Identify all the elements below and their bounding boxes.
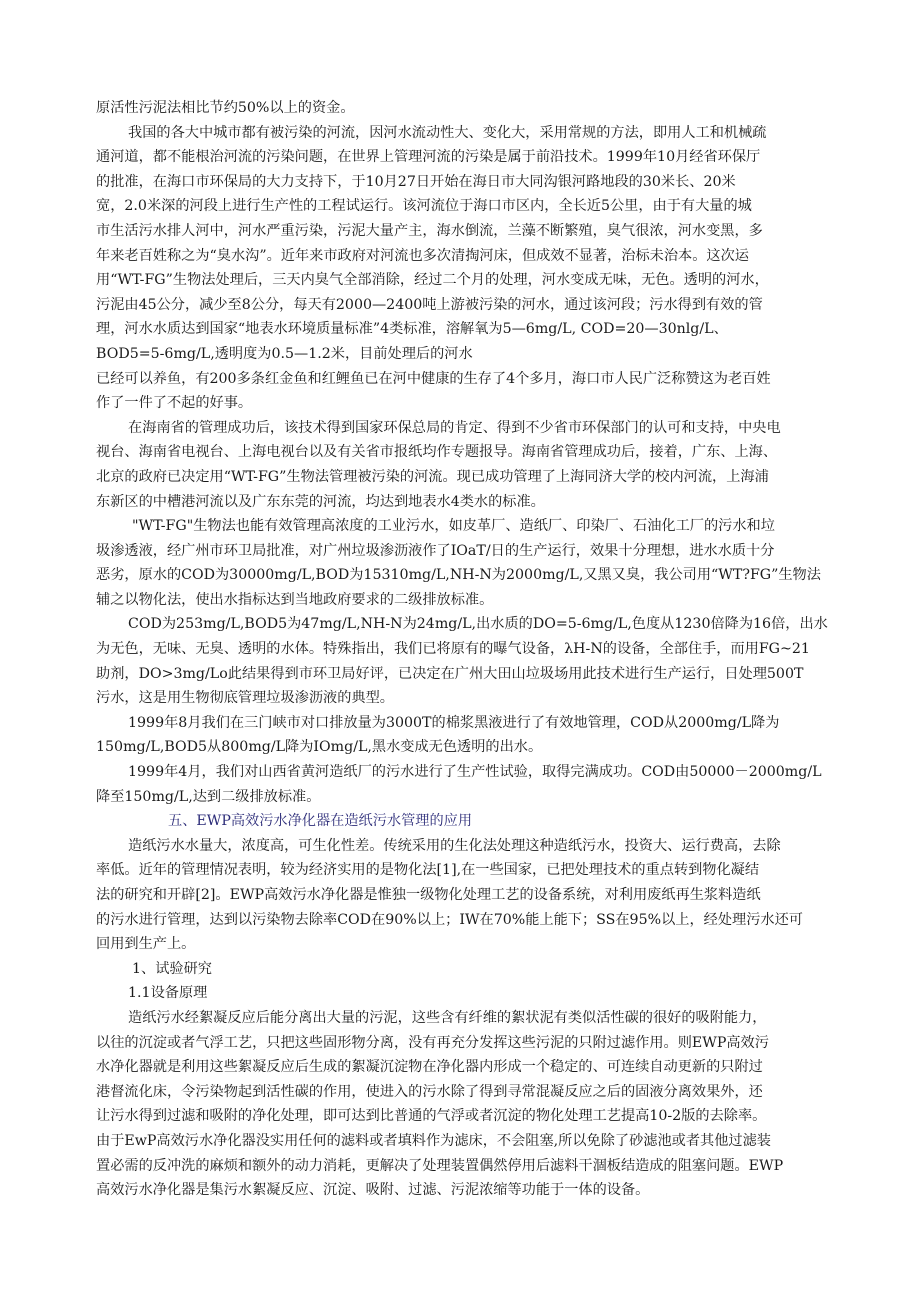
text-line: 降至150mg/L,达到二级排放标准。 bbox=[96, 788, 321, 805]
text-line: 让污水得到过滤和吸附的净化处理，即可达到比普通的气浮或者沉淀的物化处理工艺提高10-2版的去除率。 bbox=[96, 1108, 767, 1125]
text-line: 法的研究和开辟[2]。EWP高效污水净化器是惟独一级物化处理工艺的设备系统，对利用废纸再生浆料造纸 bbox=[96, 887, 761, 903]
section-heading: 五、EWP高效污水净化器在造纸污水管理的应用 bbox=[168, 813, 473, 830]
text-line: 已经可以养鱼，有200多条红金鱼和红鲤鱼已在河中健康的生存了4个多月，海口市人民广泛称赞这为老百姓 bbox=[96, 370, 771, 387]
text-line: 理，河水水质达到国家“地表水环境质量标准”4类标准，溶解氧为5—6mg/L, COD=20—30nlg/L、 bbox=[96, 321, 728, 338]
text-line: 污泥由45公分，减少至8公分，每天有2000—2400吨上游被污染的河水，通过该河段；污水得到有效的管 bbox=[96, 296, 763, 313]
text-line: 的批准，在海口市环保局的大力支持下，于10月27日开始在海日市大同沟银河路地段的30米长、20米 bbox=[96, 173, 736, 190]
text-line: 在海南省的管理成功后，该技术得到国家环保总局的肯定、得到不少省市环保部门的认可和支持，中央电 bbox=[128, 419, 781, 436]
text-line: 视台、海南省电视台、上海电视台以及有关省市报纸均作专题报导。海南省管理成功后，接着，广东、上海、 bbox=[96, 444, 778, 461]
text-line: 水净化器就是利用这些絮凝反应后生成的絮凝沉淀物在净化器内形成一个稳定的、可连续自动更新的只附过 bbox=[96, 1059, 763, 1076]
text-line: BOD5=5-6mg/L,透明度为0.5—1.2米，目前处理后的河水 bbox=[96, 345, 473, 362]
text-line: "WT-FG"生物法也能有效管理高浓度的工业污水，如皮革厂、造纸厂、印染厂、石油化工厂的污水和垃 bbox=[132, 518, 775, 535]
text-line: COD为253mg/L,BOD5为47mg/L,NH-N为24mg/L,出水质的DO=5-6mg/L,色度从1230倍降为16倍，出水 bbox=[128, 616, 828, 633]
text-line: 市生活污水排人河中，河水严重污染，污泥大量产主，海水倒流，兰藻不断繁殖，臭气很浓，河水变黑，多 bbox=[96, 222, 763, 239]
text-line: 150mg/L,BOD5从800mg/L降为IOmg/L,黑水变成无色透明的出水。 bbox=[96, 739, 543, 756]
text-line: 作了一件了不起的好事。 bbox=[96, 395, 253, 412]
text-line: 圾渗透液，经广州市环卫局批准，对广州垃圾渗沥液作了IOaT/日的生产运行，效果十分理想，进水水质十分 bbox=[96, 542, 775, 559]
text-line: 用“WT-FG”生物法处理后，三天内臭气全部消除，经过二个月的处理，河水变成无味，无色。透明的河水， bbox=[96, 272, 769, 289]
text-line: 恶劣，原水的COD为30000mg/L,BOD为15310mg/L,NH-N为2000mg/L,又黑又臭，我公司用“WT?FG”生物法 bbox=[96, 567, 821, 584]
text-line: 助剂，DO>3mg/Lo此结果得到市环卫局好评，已决定在广州大田山垃圾场用此技术进行生产运行，日处理500T bbox=[96, 665, 804, 682]
text-line: 回用到生产上。 bbox=[96, 936, 196, 953]
text-line: 北京的政府已决定用“WT-FG”生物法管理被污染的河流。现已成功管理了上海同济大学的校内河流，上海浦 bbox=[96, 468, 769, 485]
text-line: 我国的各大中城市都有被污染的河流，因河水流动性大、变化大，采用常规的方法，即用人工和机械疏 bbox=[128, 124, 767, 141]
subsection-heading: 1、试验研究 bbox=[132, 960, 212, 977]
text-line: 原活性污泥法相比节约50%以上的资金。 bbox=[96, 100, 355, 116]
text-line: 高效污水净化器是集污水絮凝反应、沉淀、吸附、过滤、污泥浓缩等功能于一体的设备。 bbox=[96, 1182, 650, 1199]
text-line: 率低。近年的管理情况表明，较为经济实用的是物化法[1],在一些国家，已把处理技术的重点转到物化凝结 bbox=[96, 862, 760, 879]
text-line: 通河道，都不能根治河流的污染问题，在世界上管理河流的污染是属于前沿技术。1999年10月经省环保厅 bbox=[96, 149, 761, 166]
text-line: 东新区的中槽港河流以及广东东莞的河流，均达到地表水4类水的标准。 bbox=[96, 493, 545, 510]
text-line: 港督流化床，令污染物起到活性碳的作用，使进入的污水除了得到寻常混凝反应之后的固液分离效果外，还 bbox=[96, 1083, 763, 1100]
text-line: 造纸污水水量大，浓度高，可生化性差。传统采用的生化法处理这种造纸污水，投资大、运行费高，去除 bbox=[128, 837, 781, 854]
text-line: 以往的沉淀或者气浮工艺，只把这些固形物分离，没有再充分发挥这些污泥的只附过滤作用。则EWP高效污 bbox=[96, 1034, 769, 1051]
subsubsection-heading: 1.1设备原理 bbox=[128, 985, 208, 1002]
text-line: 1999年4月，我们对山西省黄河造纸厂的污水进行了生产性试验，取得完满成功。COD由50000－2000mg/L bbox=[128, 764, 822, 781]
text-line: 由于EwP高效污水净化器没实用任何的滤料或者填料作为滤床，不会阻塞,所以免除了砂滤池或者其他过滤装 bbox=[96, 1132, 771, 1149]
text-line: 年来老百姓称之为“臭水沟”。近年来市政府对河流也多次清掏河床，但成效不显著，治标未治本。这次运 bbox=[96, 247, 749, 264]
text-line: 辅之以物化法，使出水指标达到当地政府要求的二级排放标准。 bbox=[96, 591, 494, 608]
text-line: 宽，2.0米深的河段上进行生产性的工程试运行。该河流位于海口市区内，全长近5公里，由于有大量的城 bbox=[96, 198, 752, 215]
text-line: 污水，这是用生物彻底管理垃圾渗沥液的典型。 bbox=[96, 690, 394, 707]
text-line: 为无色，无味、无臭、透明的水体。特殊指出，我们已将原有的曝气设备，λH-N的设备，全部住手，而用FG~21 bbox=[96, 641, 810, 658]
document-body bbox=[96, 96, 846, 1203]
text-line: 置必需的反冲洗的麻烦和额外的动力消耗，更解决了处理装置偶然停用后滤料干涸板结造成的阻塞问题。EWP bbox=[96, 1157, 784, 1174]
text-line: 造纸污水经絮凝反应后能分离出大量的污泥，这些含有纤维的絮状泥有类似活性碳的很好的吸附能力， bbox=[128, 1009, 767, 1026]
text-line: 1999年8月我们在三门峡市对口排放量为3000T的棉浆黑液进行了有效地管理，COD从2000mg/L降为 bbox=[128, 714, 780, 731]
text-line: 的污水进行管理，达到以污染物去除率COD在90%以上；IW在70%能上能下；SS在95%以上，经处理污水还可 bbox=[96, 911, 803, 928]
